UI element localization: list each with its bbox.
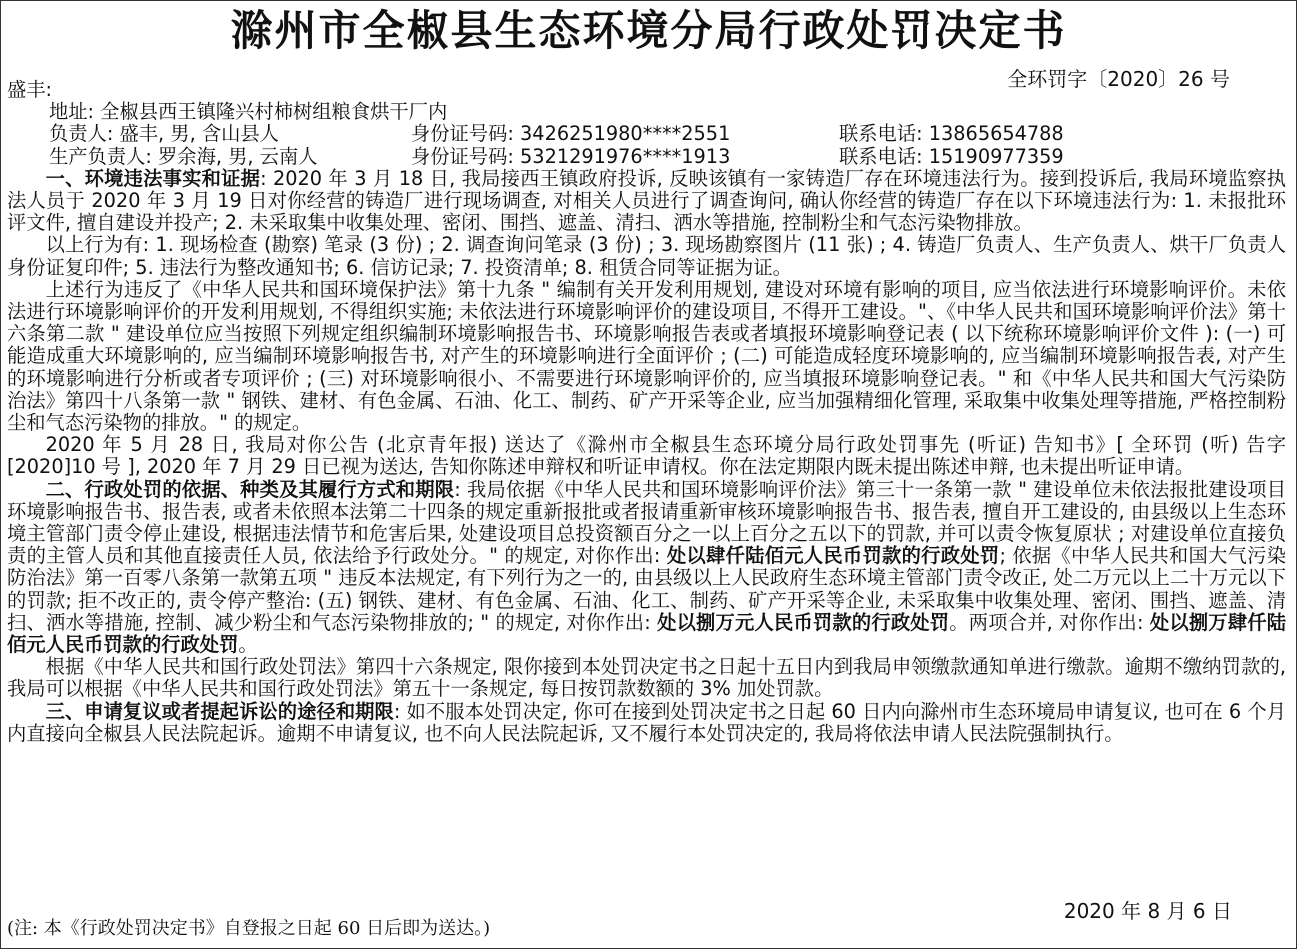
section-2-text: : 我局依据《中华人民共和国环境影响评价法》第三十一条第一款 " 建设单位未依法报批建设项目环境影响报告书、报告表, 或者未依照本法第二十四条的规定重新报批或者报请重新审核环境影响报告书、报告表, 擅自开工建设的, 由县级以上生态环境主管部门责令停止建设, 根据违法情节和危害后果, 处建设项目总投资额百分之一以上百分之五以下的罚款, 并可以责令恢复原状 ; 对建设单位直接负责的主管人员和其他直接责任人员, 依法给予行政处分。" 的规定, 对你作出: — [7, 477, 1287, 568]
document-title: 滁州市全椒县生态环境分局行政处罚决定书 — [230, 6, 1067, 55]
person-name: 负责人: 盛丰, 男, 含山县人 — [49, 122, 279, 146]
legal-basis-paragraph: 上述行为违反了《中华人民共和国环境保护法》第十九条 " 编制有关开发利用规划, 建设对环境有影响的项目, 应当依法进行环境影响评价。未依法进行环境影响评价的开发利用规划, 不得组织实施; 未依法进行环境影响评价的建设项目, 不得开工建设。"、《中华人民共和国环境影响评价法》第十六条第二款 " 建设单位应当按照下列规定组织编制环境影响报告书、环境影响报告表或者填报环境影响登记表 ( 以下统称环境影响评价文件 ): (一) 可能造成重大环境影响的, 应当编制环境影响报告书, 对产生的环境影响进行全面评价 ; (二) 可能造成轻度环境影响的, 应当编制环境影响报告表, 对产生的环境影响进行分析或者专项评价 ; (三) 对环境影响很小、不需要进行环境影响评价的, 应当填报环境影响登记表。" 和《中华人民共和国大气污染防治法》第四十八条第一款 " 钢铁、建材、有色金属、石油、化工、制药、矿产开采等企业, 应当加强精细化管理, 采取集中收集处理等措施, 严格控制粉尘和气态污染物的排放。" 的规定。 — [7, 277, 1286, 435]
issue-date: 2020 年 8 月 6 日 — [1063, 899, 1232, 923]
section-1-paragraph — [7, 168, 1286, 235]
person-phone: 联系电话: 13865654788 — [839, 122, 1064, 146]
address-line: 地址: 全椒县西王镇隆兴村柿树组粮食烘干厂内 — [49, 100, 448, 124]
section-2-text: ; 依据《中华人民共和国大气污染防治法》第一百零八条第一款第五项 " 违反本法规定, 有下列行为之一的, 由县级以上人民政府生态环境主管部门责令改正, 处二万元以上二十万元以下的罚款; 拒不改正的, 责令停产整治: (五) 钢铁、建材、有色金属、石油、化工、制药、矿产开采等企业, 未采取集中收集处理、密闭、围挡、遮盖、清扫、洒水等措施, 控制、减少粉尘和气态污染物排放的; " 的规定, 对你作出: — [7, 544, 1287, 634]
section-1-heading: 一、环境违法事实和证据 — [45, 166, 261, 190]
section-3-paragraph — [7, 701, 1286, 745]
person-id: 身份证号码: 5321291976****1913 — [411, 144, 731, 168]
section-2-text: 。 — [238, 633, 258, 657]
person-row — [7, 146, 1286, 168]
payment-paragraph: 根据《中华人民共和国行政处罚法》第四十六条规定, 限你接到本处罚决定书之日起十五日内到我局申领缴款通知单进行缴款。逾期不缴纳罚款的, 我局可以根据《中华人民共和国行政处罚法》第五十一条规定, 每日按罚款数额的 3% 加处罚款。 — [7, 655, 1286, 701]
section-2-text: 。两项合并, 对你作出: — [949, 610, 1150, 634]
notice-paragraph: 2020 年 5 月 28 日, 我局对你公告 (北京青年报) 送达了《滁州市全椒县生态环境分局行政处罚事先 (听证) 告知书》[ 全环罚 (听) 告字 [2020]10 号 ], 2020 年 7 月 29 日已视为送达, 告知你陈述申辩权和听证申请权。你在法定期限内既未提出陈述申辩, 也未提出听证申请。 — [7, 433, 1286, 479]
section-3-text: : 如不服本处罚决定, 你可在接到处罚决定书之日起 60 日内向滁州市生态环境局申请复议, 也可在 6 个月内直接向全椒县人民法院起诉。逾期不申请复议, 也不向人民法院起诉, 又不履行本处罚决定的, 我局将依法申请人民法院强制执行。 — [7, 699, 1286, 745]
person-name: 生产负责人: 罗余海, 男, 云南人 — [49, 144, 318, 168]
document-number: 全环罚字〔2020〕26 号 — [1007, 67, 1230, 91]
penalty-total: 处以捌万肆仟陆佰元人民币罚款的行政处罚 — [7, 610, 1287, 657]
evidence-paragraph: 以上行为有: 1. 现场检查 (勘察) 笔录 (3 份) ; 2. 调查询问笔录 (3 份) ; 3. 现场勘察图片 (11 张) ; 4. 铸造厂负责人、生产负责人、烘干厂负责人身份证复印件; 5. 违法行为整改通知书; 6. 信访记录; 7. 投资清单; 8. 租赁合同等证据为证。 — [7, 233, 1286, 279]
section-3-heading: 三、申请复议或者提起诉讼的途径和期限 — [45, 699, 394, 723]
footnote: (注: 本《行政处罚决定书》自登报之日起 60 日后即为送达。) — [7, 918, 491, 939]
section-2-paragraph — [7, 479, 1286, 657]
document-body — [7, 79, 1286, 745]
person-row — [7, 123, 1286, 145]
section-2-heading: 二、行政处罚的依据、种类及其履行方式和期限 — [45, 477, 455, 501]
person-id: 身份证号码: 3426251980****2551 — [411, 122, 731, 146]
addressee: 盛丰: — [7, 78, 53, 101]
section-1-text: : 2020 年 3 月 18 日, 我局接西王镇政府投诉, 反映该镇有一家铸造厂存在环境违法行为。接到投诉后, 我局环境监察执法人员于 2020 年 3 月 19 日对你经营的铸造厂进行现场调查, 对相关人员进行了调查询问, 确认你经营的铸造厂存在以下环境违法行为: 1. 未报批环评文件, 擅自建设并投产; 2. 未采取集中收集处理、密闭、围挡、遮盖、清扫、洒水等措施, 控制粉尘和气态污染物排放。 — [7, 166, 1286, 235]
person-phone: 联系电话: 15190977359 — [839, 144, 1064, 168]
penalty-1: 处以肆仟陆佰元人民币罚款的行政处罚 — [666, 544, 1000, 568]
penalty-2: 处以捌万元人民币罚款的行政处罚 — [657, 610, 950, 634]
